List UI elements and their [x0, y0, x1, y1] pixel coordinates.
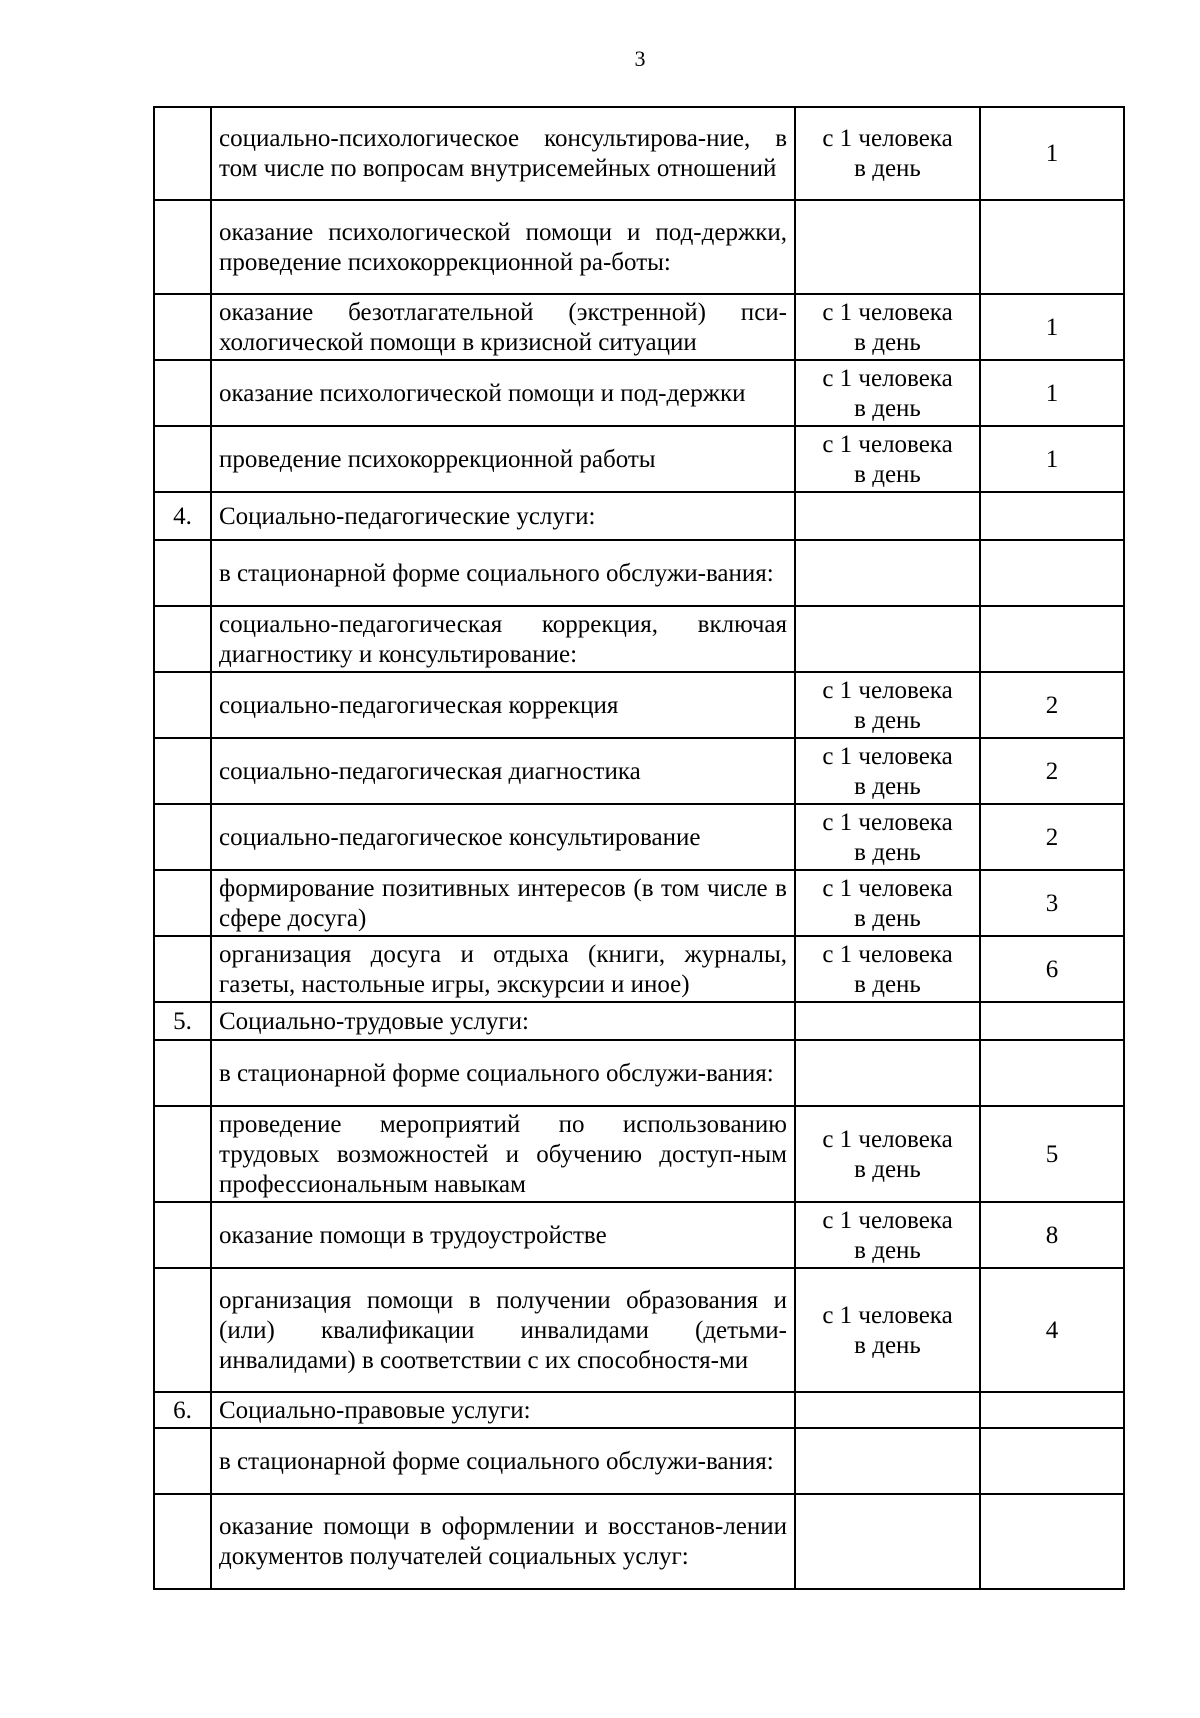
unit-cell — [795, 672, 980, 738]
unit-line-2: в день — [854, 1331, 921, 1359]
table-row — [154, 360, 1124, 426]
row-number — [154, 107, 211, 200]
table-row — [154, 200, 1124, 294]
unit-line-1: с 1 человека — [822, 125, 953, 152]
service-name: организация досуга и отдыха (книги, журналы, газеты, настольные игры, экскурсии и иное) — [211, 936, 795, 1002]
table-row — [154, 738, 1124, 804]
norm-value — [980, 606, 1124, 672]
table-row — [154, 606, 1124, 672]
service-name: формирование позитивных интересов (в том числе в сфере досуга) — [211, 870, 795, 936]
unit-line-2: в день — [854, 706, 921, 734]
unit-cell — [795, 426, 980, 492]
norm-value: 1 — [980, 426, 1124, 492]
norm-value — [980, 1040, 1124, 1106]
row-number — [154, 1268, 211, 1392]
service-name: в стационарной форме социального обслужи-вания: — [211, 540, 795, 606]
unit-cell — [795, 738, 980, 804]
unit-cell — [795, 870, 980, 936]
row-number — [154, 200, 211, 294]
unit-line-2: в день — [854, 460, 921, 488]
service-name: социально-педагогическая диагностика — [211, 738, 795, 804]
unit-cell — [795, 107, 980, 200]
row-number — [154, 426, 211, 492]
service-name: оказание психологической помощи и под-держки — [211, 360, 795, 426]
table-row — [154, 1428, 1124, 1494]
unit-line-2: в день — [854, 1155, 921, 1183]
unit-line-1: с 1 человека — [822, 1206, 953, 1234]
section-row — [154, 1392, 1124, 1428]
unit-line-1: с 1 человека — [822, 364, 953, 392]
section-title: Социально-правовые услуги: — [211, 1392, 795, 1428]
norm-value: 3 — [980, 870, 1124, 936]
unit-line-1: с 1 человека — [822, 1301, 953, 1329]
table-row — [154, 1494, 1124, 1589]
service-name: социально-педагогическое консультирование — [211, 804, 795, 870]
service-name: социально-психологическое консультирова-ние, в том числе по вопросам внутрисемейных отношений — [211, 107, 795, 200]
table-row — [154, 294, 1124, 360]
unit-line-2: в день — [854, 328, 921, 356]
row-number — [154, 1494, 211, 1589]
unit-line-1: с 1 человека — [822, 808, 953, 836]
norm-value: 6 — [980, 936, 1124, 1002]
row-number — [154, 1202, 211, 1268]
unit-cell — [795, 492, 980, 540]
service-name: оказание безотлагательной (экстренной) пси-хологической помощи в кризисной ситуации — [211, 294, 795, 360]
unit-cell — [795, 1268, 980, 1392]
row-number — [154, 870, 211, 936]
section-title: Социально-трудовые услуги: — [211, 1002, 795, 1040]
unit-line-1: с 1 человека — [822, 940, 953, 968]
unit-line-2: в день — [854, 1236, 921, 1264]
unit-line-1: с 1 человека — [822, 742, 953, 770]
norm-value: 2 — [980, 672, 1124, 738]
norm-value: 1 — [980, 107, 1124, 200]
norm-value: 4 — [980, 1268, 1124, 1392]
norm-value — [980, 1428, 1124, 1494]
table-row — [154, 540, 1124, 606]
row-number — [154, 606, 211, 672]
row-number — [154, 360, 211, 426]
row-number: 5. — [154, 1002, 211, 1040]
unit-line-2: в день — [854, 838, 921, 866]
table-row — [154, 1040, 1124, 1106]
service-name: в стационарной форме социального обслужи-вания: — [211, 1428, 795, 1494]
page-number: 3 — [634, 46, 646, 71]
row-number: 6. — [154, 1392, 211, 1428]
service-name: проведение психокоррекционной работы — [211, 426, 795, 492]
service-name: организация помощи в получении образования и (или) квалификации инвалидами (детьми-инвалидами) в соответствии с их способностя-ми — [211, 1268, 795, 1392]
table-row — [154, 936, 1124, 1002]
unit-cell — [795, 606, 980, 672]
unit-line-1: с 1 человека — [822, 430, 953, 458]
service-name: социально-педагогическая коррекция, включая диагностику и консультирование: — [211, 606, 795, 672]
unit-cell — [795, 294, 980, 360]
unit-line-2: в день — [854, 155, 921, 182]
service-name: в стационарной форме социального обслужи-вания: — [211, 1040, 795, 1106]
unit-line-1: с 1 человека — [822, 874, 953, 902]
row-number — [154, 804, 211, 870]
unit-cell — [795, 1494, 980, 1589]
unit-line-1: с 1 человека — [822, 1125, 953, 1153]
section-title: Социально-педагогические услуги: — [211, 492, 795, 540]
service-name: проведение мероприятий по использованию трудовых возможностей и обучению доступ-ным профессиональным навыкам — [211, 1106, 795, 1202]
unit-cell — [795, 804, 980, 870]
unit-cell — [795, 936, 980, 1002]
norm-value — [980, 1002, 1124, 1040]
row-number — [154, 294, 211, 360]
row-number — [154, 936, 211, 1002]
row-number — [154, 1040, 211, 1106]
table-row — [154, 804, 1124, 870]
section-row — [154, 1002, 1124, 1040]
norm-value — [980, 200, 1124, 294]
unit-line-2: в день — [854, 772, 921, 800]
unit-cell — [795, 1428, 980, 1494]
norm-value: 1 — [980, 294, 1124, 360]
unit-line-2: в день — [854, 970, 921, 998]
norm-value — [980, 1392, 1124, 1428]
table-row — [154, 107, 1124, 200]
service-name: социально-педагогическая коррекция — [211, 672, 795, 738]
table-row — [154, 426, 1124, 492]
norm-value: 8 — [980, 1202, 1124, 1268]
unit-cell — [795, 200, 980, 294]
unit-cell — [795, 1392, 980, 1428]
norm-value — [980, 540, 1124, 606]
service-name: оказание помощи в трудоустройстве — [211, 1202, 795, 1268]
unit-cell — [795, 1106, 980, 1202]
section-row — [154, 492, 1124, 540]
norm-value — [980, 1494, 1124, 1589]
unit-line-2: в день — [854, 394, 921, 422]
row-number — [154, 672, 211, 738]
unit-cell — [795, 540, 980, 606]
table-row — [154, 672, 1124, 738]
service-name: оказание психологической помощи и под-держки, проведение психокоррекционной ра-боты: — [211, 200, 795, 294]
row-number: 4. — [154, 492, 211, 540]
table-row — [154, 870, 1124, 936]
services-table — [153, 106, 1125, 1590]
table-row — [154, 1106, 1124, 1202]
norm-value — [980, 492, 1124, 540]
unit-cell — [795, 1202, 980, 1268]
row-number — [154, 738, 211, 804]
unit-cell — [795, 1040, 980, 1106]
unit-line-1: с 1 человека — [822, 298, 953, 326]
row-number — [154, 1106, 211, 1202]
norm-value: 1 — [980, 360, 1124, 426]
unit-cell — [795, 360, 980, 426]
table-row — [154, 1268, 1124, 1392]
service-name: оказание помощи в оформлении и восстанов-лении документов получателей социальных услуг: — [211, 1494, 795, 1589]
norm-value: 5 — [980, 1106, 1124, 1202]
unit-line-1: с 1 человека — [822, 676, 953, 704]
norm-value: 2 — [980, 738, 1124, 804]
norm-value: 2 — [980, 804, 1124, 870]
table-row — [154, 1202, 1124, 1268]
row-number — [154, 540, 211, 606]
row-number — [154, 1428, 211, 1494]
unit-line-2: в день — [854, 904, 921, 932]
unit-cell — [795, 1002, 980, 1040]
